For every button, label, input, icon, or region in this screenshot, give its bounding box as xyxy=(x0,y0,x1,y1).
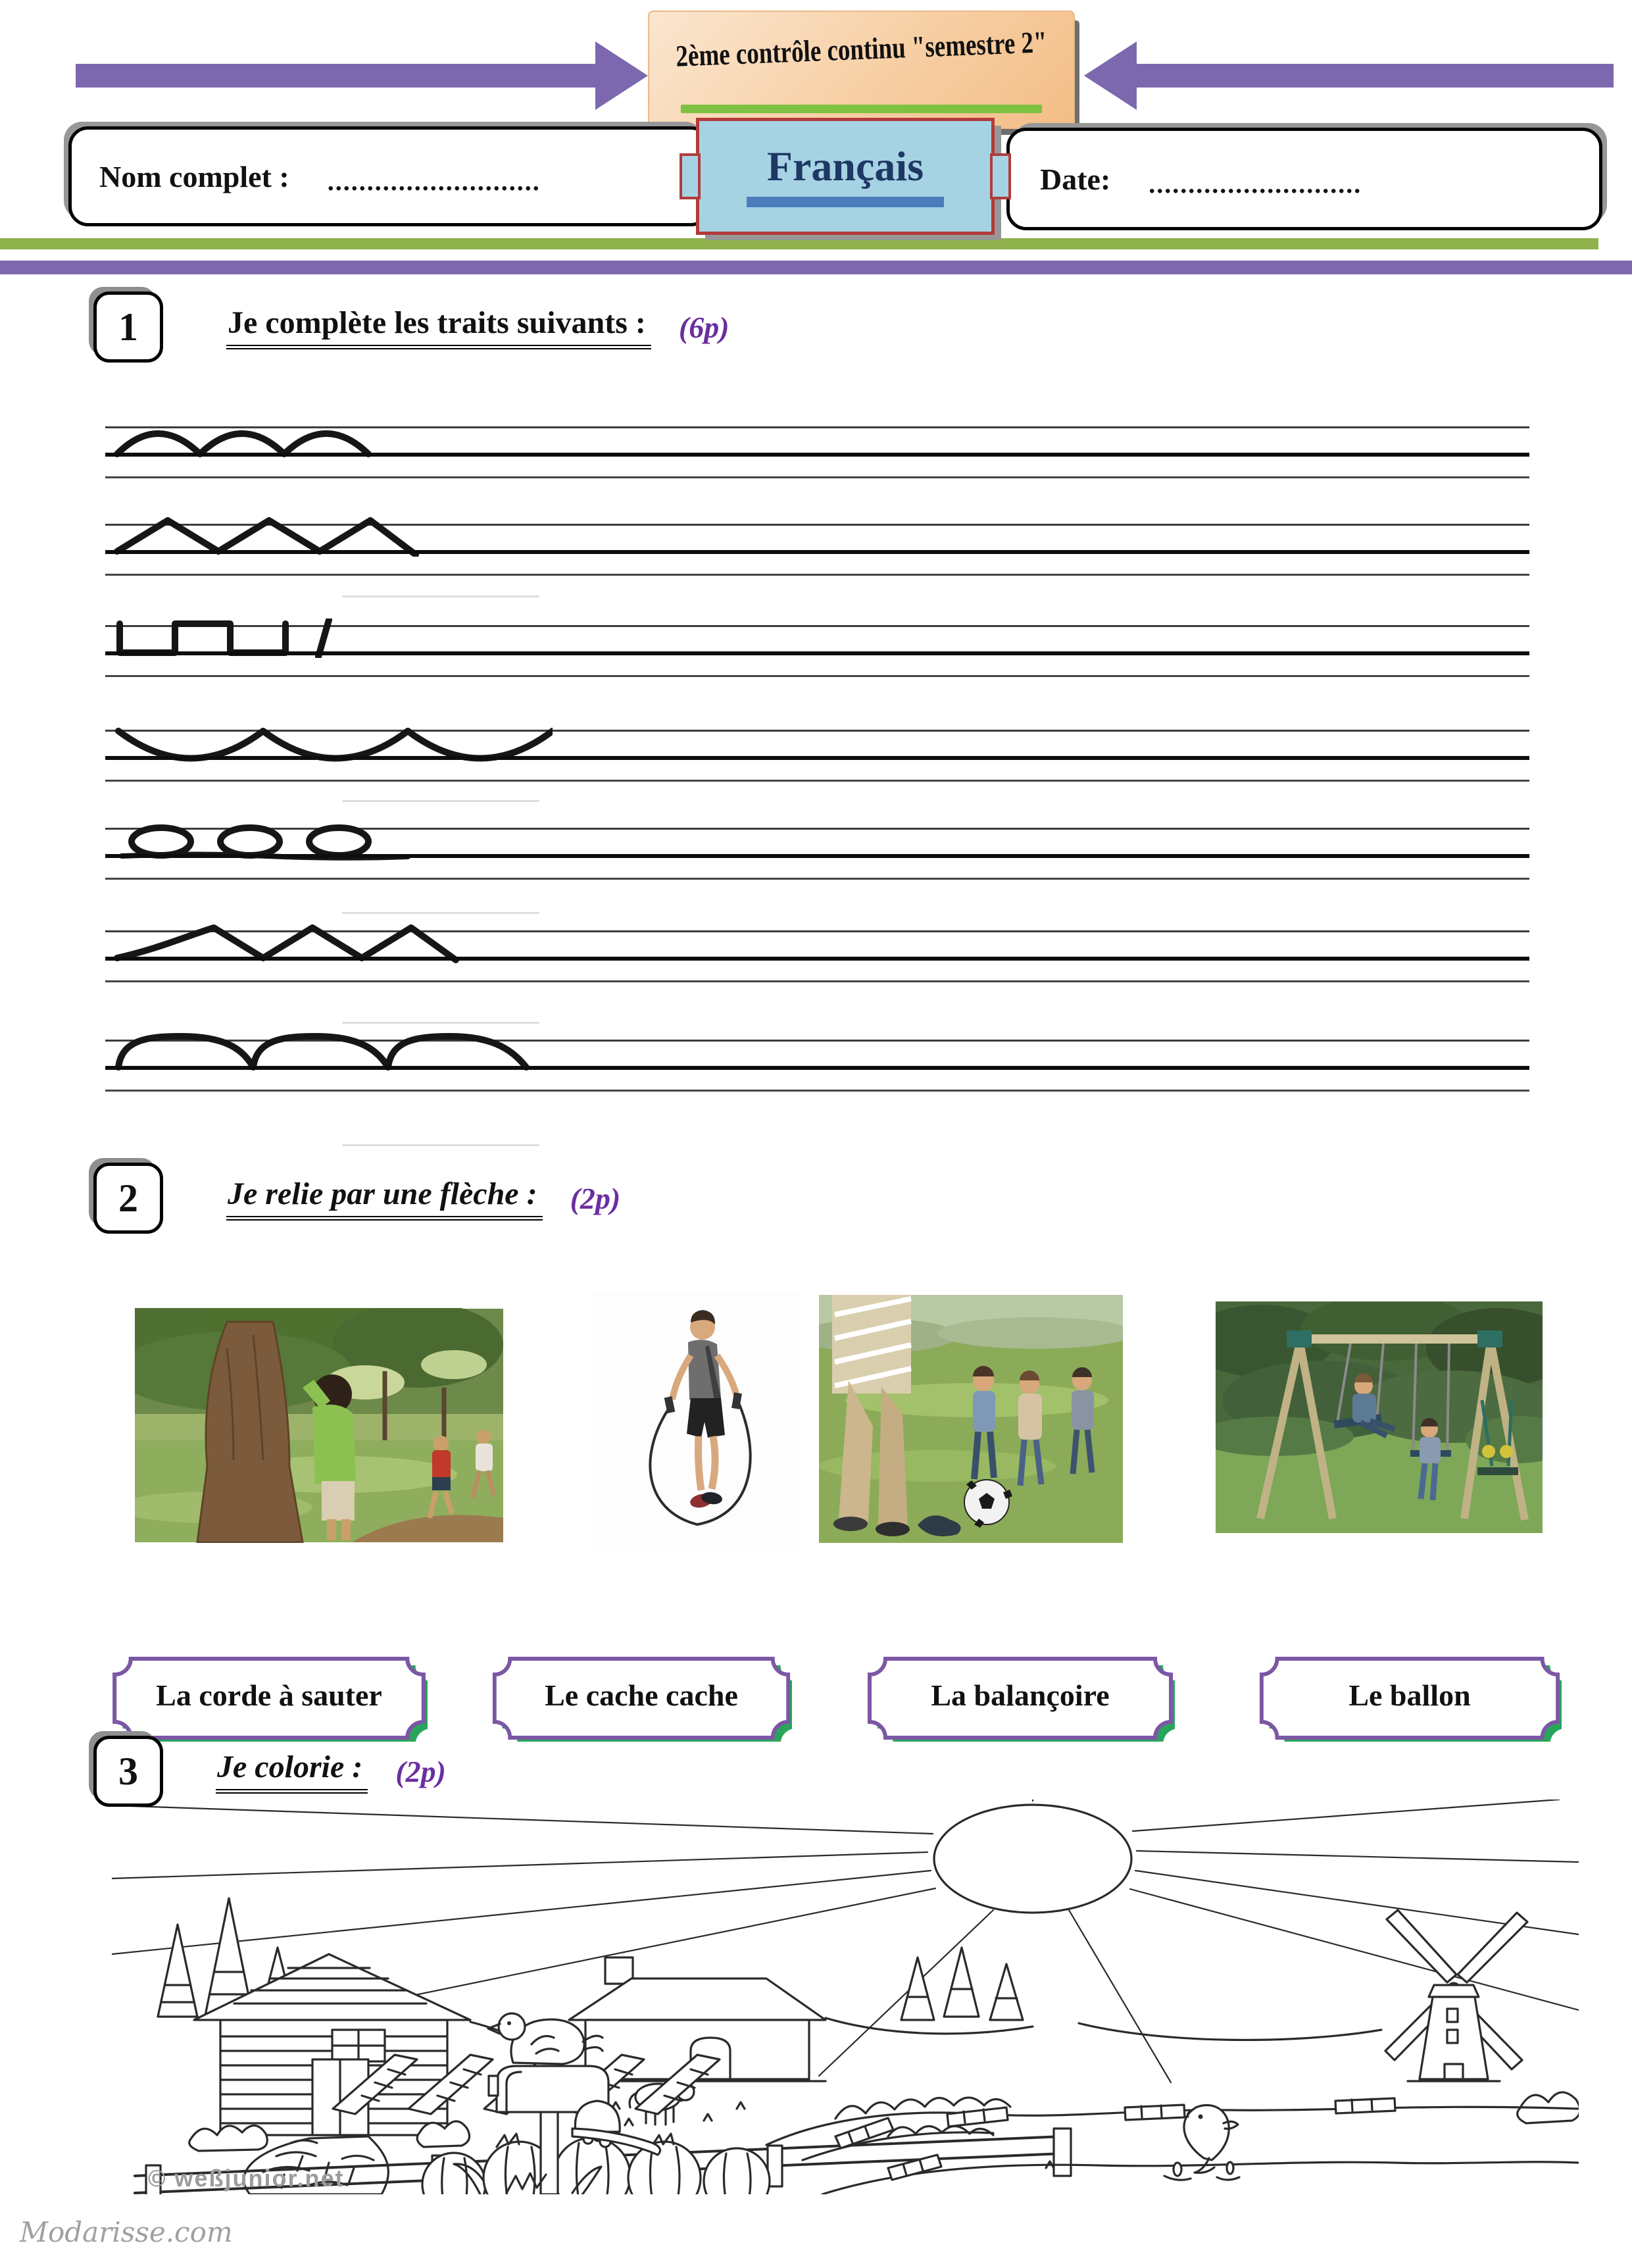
left-arrow-icon xyxy=(595,41,648,110)
trait-row-zigzag[interactable] xyxy=(105,524,1529,576)
subject-tab xyxy=(696,118,995,235)
ruled-baseline xyxy=(105,756,1529,760)
trait-row-loops[interactable] xyxy=(105,828,1529,880)
subject-tab-ear-left xyxy=(680,153,701,199)
coloring-watermark: © weßjunior.net xyxy=(148,2165,345,2192)
ruled-baseline xyxy=(105,1066,1529,1070)
ruled-line xyxy=(105,780,1529,782)
ruled-line xyxy=(105,675,1529,677)
divider-bar-green xyxy=(0,238,1598,249)
label-la-balancoire[interactable] xyxy=(866,1655,1175,1742)
ruled-line xyxy=(105,980,1529,982)
section-2-number-box xyxy=(93,1163,163,1234)
section-3-points: (2p) xyxy=(395,1754,446,1788)
faded-line xyxy=(342,1144,539,1146)
section-3-number: 3 xyxy=(118,1749,138,1793)
subject-title: Français xyxy=(766,143,924,189)
ruled-baseline xyxy=(105,651,1529,655)
section-2-title: Je relie par une flèche : xyxy=(226,1176,543,1221)
banner-title: 2ème contrôle continu "semestre 2" xyxy=(675,26,1048,74)
label-text: La balançoire xyxy=(931,1678,1110,1712)
trait-row-domes[interactable] xyxy=(105,1040,1529,1092)
ruled-baseline xyxy=(105,957,1529,961)
photo-la-balancoire[interactable] xyxy=(1216,1301,1543,1533)
section-3-header xyxy=(93,1739,446,1803)
coloring-picture-farm-scene[interactable] xyxy=(112,1800,1579,2194)
trait-row-cups[interactable] xyxy=(105,730,1529,782)
label-text: Le ballon xyxy=(1348,1678,1471,1712)
left-arrow-shaft xyxy=(76,64,595,88)
divider-bar-purple xyxy=(0,261,1632,274)
photo-le-ballon[interactable] xyxy=(819,1295,1123,1543)
subject-underline xyxy=(747,197,944,207)
trait-row-square-wave[interactable] xyxy=(105,625,1529,678)
date-label: Date: xyxy=(1040,162,1111,196)
section-1-title: Je complète les traits suivants : xyxy=(226,305,651,349)
section-2-number: 2 xyxy=(118,1176,138,1220)
section-1-number-box xyxy=(93,291,163,363)
photo-la-corde-a-sauter[interactable] xyxy=(592,1293,801,1546)
trait-row-slanted-zigzag[interactable] xyxy=(105,930,1529,983)
ruled-line xyxy=(105,476,1529,478)
trait-row-arches[interactable] xyxy=(105,426,1529,479)
subject-tab-ear-right xyxy=(990,153,1011,199)
label-le-cache-cache[interactable] xyxy=(491,1655,792,1742)
ruled-baseline xyxy=(105,550,1529,554)
label-text: La corde à sauter xyxy=(156,1678,382,1712)
date-box xyxy=(1006,128,1602,230)
section-1-number: 1 xyxy=(118,305,138,349)
faded-line xyxy=(342,800,539,802)
ruled-line xyxy=(105,878,1529,880)
banner-underline xyxy=(681,105,1042,113)
section-3-number-box xyxy=(93,1736,163,1807)
label-text: Le cache cache xyxy=(545,1678,738,1712)
site-watermark: Modarisse.com xyxy=(20,2216,233,2248)
label-le-ballon[interactable] xyxy=(1258,1655,1562,1742)
right-arrow-shaft xyxy=(1137,64,1614,88)
section-1-points: (6p) xyxy=(678,310,729,344)
date-input-line[interactable]: ........................... xyxy=(1149,168,1362,199)
section-3-title: Je colorie : xyxy=(216,1749,368,1794)
faded-line xyxy=(342,1022,539,1024)
section-1-header xyxy=(93,295,729,359)
name-box xyxy=(68,126,710,226)
right-arrow-icon xyxy=(1084,41,1137,110)
section-2-points: (2p) xyxy=(570,1181,621,1215)
faded-line xyxy=(342,912,539,914)
ruled-line xyxy=(105,1090,1529,1092)
ruled-line xyxy=(105,574,1529,576)
ruled-baseline xyxy=(105,854,1529,858)
photo-le-cache-cache[interactable] xyxy=(135,1308,503,1543)
name-label: Nom complet : xyxy=(99,159,289,193)
label-la-corde-a-sauter[interactable] xyxy=(111,1655,428,1742)
title-banner xyxy=(648,11,1075,129)
name-input-line[interactable]: ........................... xyxy=(327,166,541,196)
faded-line xyxy=(342,595,539,597)
ruled-baseline xyxy=(105,453,1529,457)
section-2-header xyxy=(93,1166,620,1230)
